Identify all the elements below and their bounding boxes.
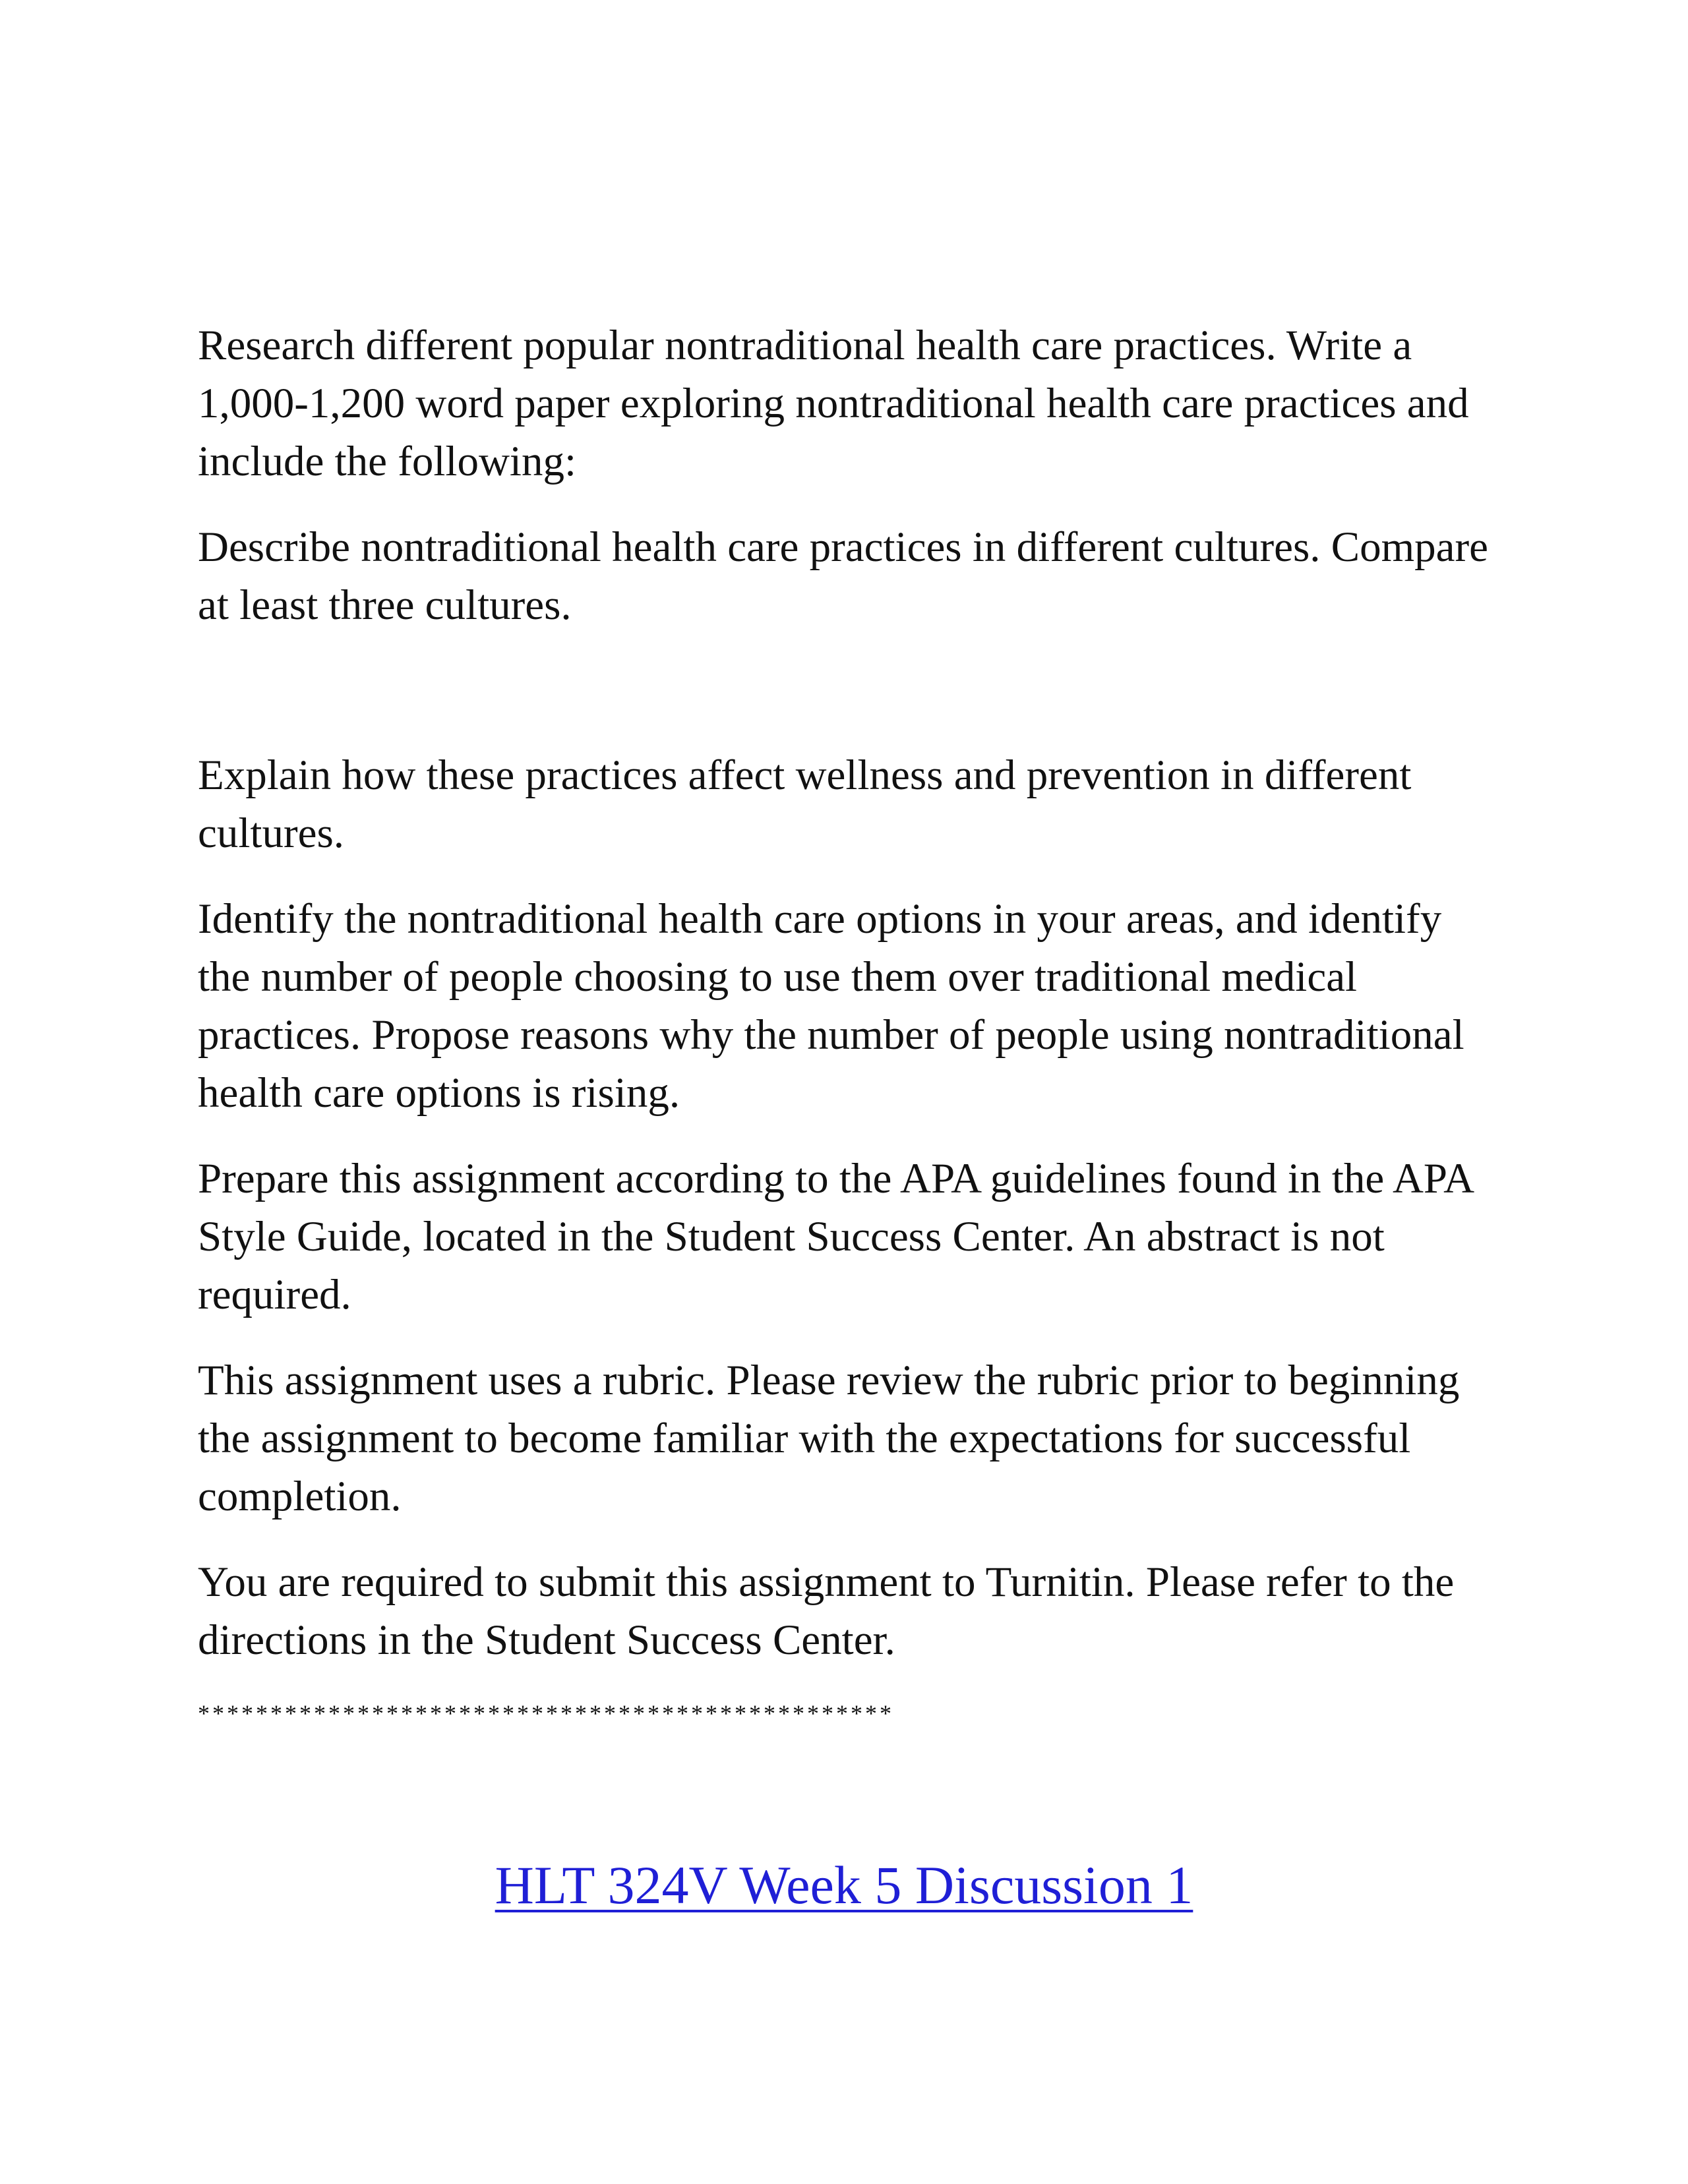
paragraph-apa: Prepare this assignment according to the APA guidelines found in the APA Style Guide, located in the Student Success Center. An abstract is not required. [198, 1155, 1472, 1318]
discussion-link[interactable]: HLT 324V Week 5 Discussion 1 [495, 1855, 1193, 1915]
document-body [198, 316, 1503, 1730]
paragraph-identify: Identify the nontraditional health care options in your areas, and identify the number of people choosing to use them over traditional medical practices. Propose reasons why the number of people using nontraditional health care options is rising. [198, 895, 1464, 1117]
paragraph-turnitin: You are required to submit this assignment to Turnitin. Please refer to the directions in the Student Success Center. [198, 1558, 1455, 1664]
paragraph-rubric: This assignment uses a rubric. Please review the rubric prior to beginning the assignment to become familiar with the expectations for successful completion. [198, 1357, 1460, 1520]
paragraph-intro: Research different popular nontraditional health care practices. Write a 1,000-1,200 word paper exploring nontraditional health care practices and include the following: [198, 322, 1469, 485]
paragraph-explain: Explain how these practices affect wellness and prevention in different cultures. [198, 752, 1412, 857]
link-container [0, 1852, 1688, 1918]
asterisk-separator: ************************************************ [198, 1700, 894, 1727]
paragraph-describe: Describe nontraditional health care practices in different cultures. Compare at least three cultures. [198, 523, 1489, 629]
